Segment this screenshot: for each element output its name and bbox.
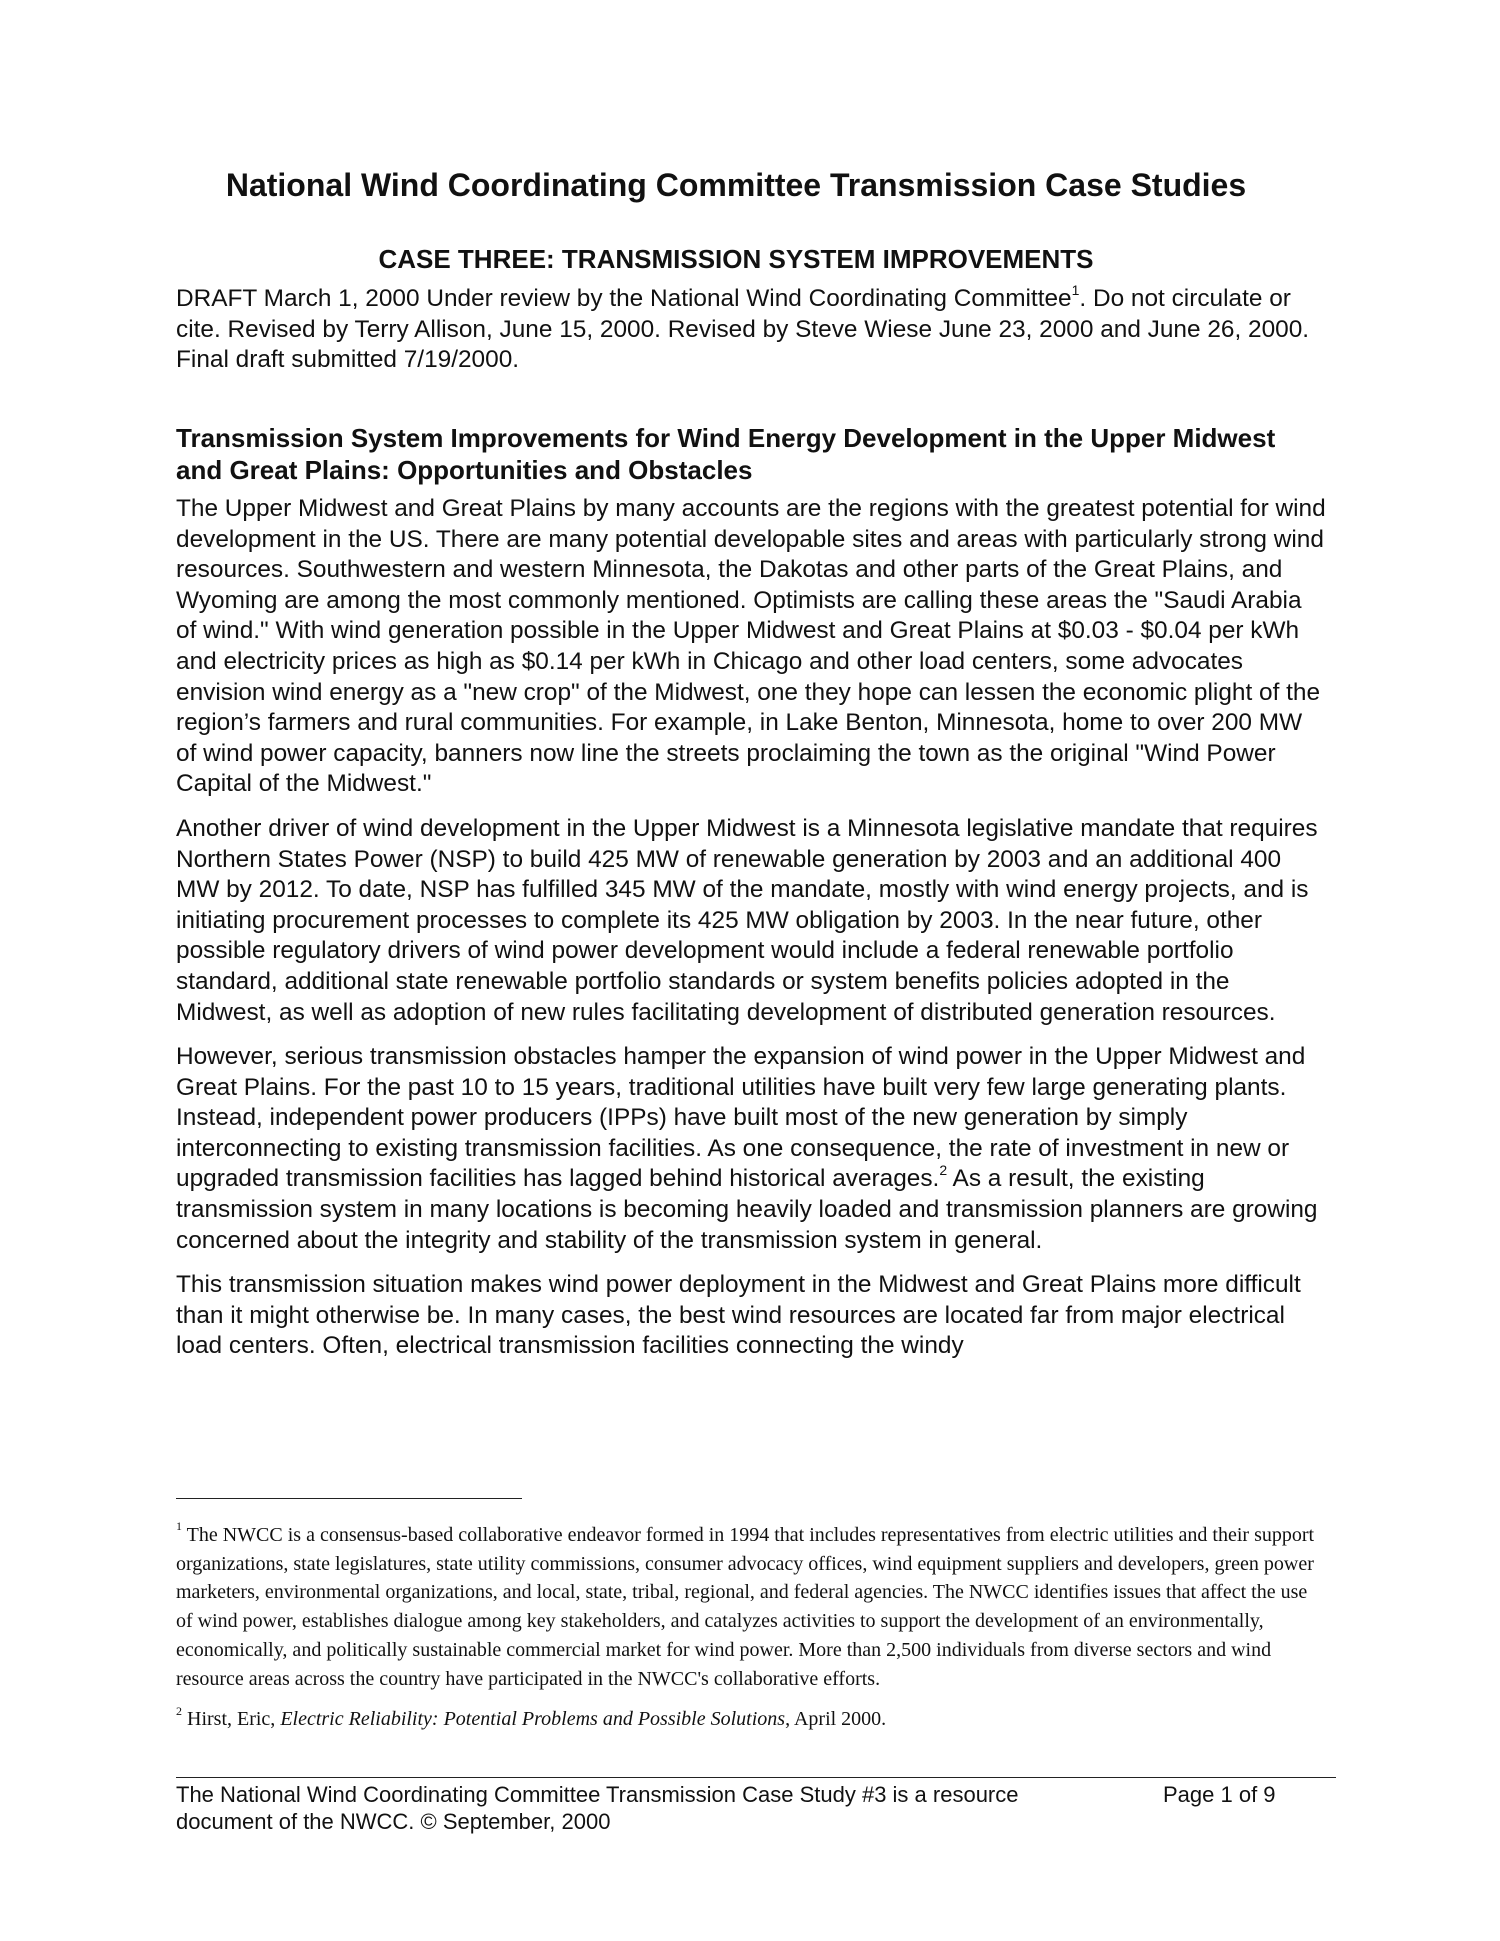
paragraph-text: However, serious transmission obstacles hamper the expansion of wind power in the Upper Midwest and Great Plains. For the past 10 to 15 years, traditional utilities have built very few large generating plants. Instead, independent power producers (IPPs) have built most of the new generation by simply interconnecting to existing transmission facilities. As one consequence, the rate of investment in new or upgraded transmission facilities has lagged behind historical averages. xyxy=(176,1043,1306,1193)
footer-divider xyxy=(176,1777,1336,1778)
document-title: National Wind Coordinating Committee Transmission Case Studies xyxy=(225,167,1247,203)
footnote-2 xyxy=(176,1705,1326,1734)
footnote-2-title: Electric Reliability: Potential Problems and Possible Solutions xyxy=(280,1708,786,1731)
paragraph-text-continued: As a result, the existing transmission system in many locations is becoming heavily loaded and transmission planners are growing concerned about the integrity and stability of the transmission system in general. xyxy=(176,1165,1318,1254)
section-heading: Transmission System Improvements for Wind Energy Development in the Upper Midwest and Great Plains: Opportunities and Obstacles xyxy=(176,423,1276,485)
draft-note xyxy=(176,281,1326,376)
paragraph: Another driver of wind development in the Upper Midwest is a Minnesota legislative mandate that requires Northern States Power (NSP) to build 425 MW of renewable generation by 2003 and an additional 400 MW by 2012. To date, NSP has fulfilled 345 MW of the mandate, mostly with wind energy projects, and is initiating procurement processes to complete its 425 MW obligation by 2003. In the near future, other possible regulatory drivers of wind power development would include a federal renewable portfolio standard, additional state renewable portfolio standards or system benefits policies adopted in the Midwest, as well as adoption of new rules facilitating development of distributed generation resources. xyxy=(176,814,1318,1026)
footnote-1-text: The NWCC is a consensus-based collaborative endeavor formed in 1994 that includes representatives from electric utilities and their support organizations, state legislatures, state utility commissions, consumer advocacy offices, wind equipment suppliers and developers, green power marketers, environmental organizations, and local, state, tribal, regional, and federal agencies. The NWCC identifies issues that affect the use of wind power, establishes dialogue among key stakeholders, and catalyzes activities to support the development of an environmentally, economically, and politically sustainable commercial market for wind power. More than 2,500 individuals from diverse sectors and wind resource areas across the country have participated in the NWCC's collaborative efforts. xyxy=(176,1524,1315,1690)
paragraph: This transmission situation makes wind power deployment in the Midwest and Great Plains more difficult than it might otherwise be. In many cases, the best wind resources are located far from major electrical load centers. Often, electrical transmission facilities connecting the windy xyxy=(176,1271,1301,1360)
paragraph: The Upper Midwest and Great Plains by many accounts are the regions with the greatest potential for wind development in the US. There are many potential developable sites and areas with particularly strong wind resources. Southwestern and western Minnesota, the Dakotas and other parts of the Great Plains, and Wyoming are among the most commonly mentioned. Optimists are calling these areas the "Saudi Arabia of wind." With wind generation possible in the Upper Midwest and Great Plains at $0.03 - $0.04 per kWh and electricity prices as high as $0.14 per kWh in Chicago and other load centers, some advocates envision wind energy as a "new crop" of the Midwest, one they hope can lessen the economic plight of the region’s farmers and rural communities. For example, in Lake Benton, Minnesota, home to over 200 MW of wind power capacity, banners now line the streets proclaiming the town as the original "Wind Power Capital of the Midwest." xyxy=(176,495,1326,798)
footnote-ref-2: 2 xyxy=(939,1162,948,1179)
footnotes xyxy=(176,1521,1326,1746)
footnote-divider xyxy=(176,1498,522,1499)
draft-note-text-continued: . Do not circulate or cite. Revised by Terry Allison, June 15, 2000. Revised by Steve Wiese June 23, 2000 and June 26, 2000. Final draft submitted 7/19/2000. xyxy=(176,285,1310,374)
body-paragraphs xyxy=(176,494,1326,1376)
footnote-2-author: Hirst, Eric, xyxy=(182,1708,281,1731)
case-title: CASE THREE: TRANSMISSION SYSTEM IMPROVEMENTS xyxy=(378,244,1094,274)
page-number: Page 1 of 9 xyxy=(1163,1782,1276,1807)
footer-text: The National Wind Coordinating Committee Transmission Case Study #3 is a resource document of the NWCC. © September, 2000 xyxy=(176,1782,1019,1834)
footnote-1-mark: 1 xyxy=(176,1519,182,1534)
footnote-2-date: , April 2000. xyxy=(785,1708,887,1731)
footnote-1 xyxy=(176,1521,1326,1693)
footnote-ref-1: 1 xyxy=(1071,281,1080,298)
paragraph xyxy=(176,1042,1326,1256)
draft-note-text: DRAFT March 1, 2000 Under review by the National Wind Coordinating Committee xyxy=(176,285,1072,312)
footnote-2-mark: 2 xyxy=(176,1703,182,1718)
